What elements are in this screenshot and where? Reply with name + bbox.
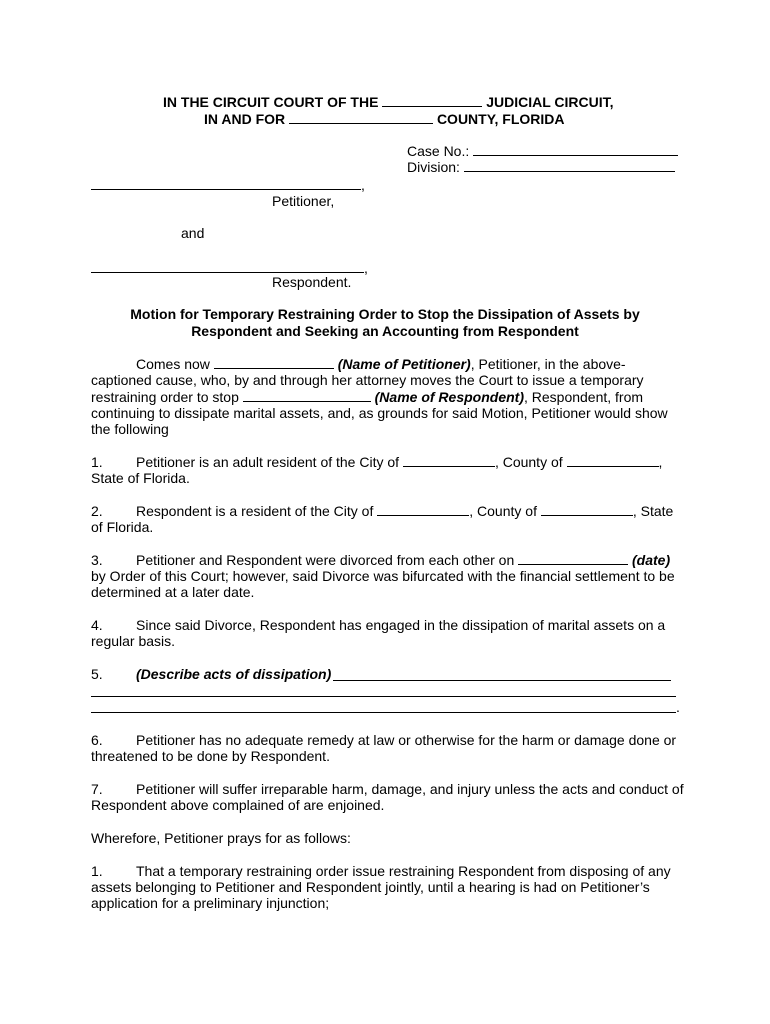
case-number-blank[interactable]: [473, 143, 678, 156]
judicial-circuit-blank[interactable]: [382, 94, 482, 107]
court-header-line-2: [204, 111, 565, 127]
division-label: Division:: [407, 159, 460, 175]
petitioner-name-placeholder: (Name of Petitioner): [337, 356, 471, 372]
petitioner-label: Petitioner,: [272, 193, 335, 209]
item-2-line-1: [91, 503, 673, 519]
intro-text: , Respondent, from: [523, 389, 644, 405]
item-4-line-2: regular basis.: [91, 633, 176, 649]
item-1-line-1: [91, 454, 662, 470]
item-text: Respondent is a resident of the City of: [136, 503, 374, 519]
respondent-name-field[interactable]: [243, 389, 371, 402]
item-number: 1.: [91, 863, 103, 879]
item-3-line-2: by Order of this Court; however, said Divorce was bifurcated with the financial settlement to be: [91, 568, 675, 584]
item-number: 1.: [91, 454, 103, 470]
division-row: [407, 159, 675, 175]
respondent-name-placeholder: (Name of Respondent): [374, 389, 524, 405]
item-number: 7.: [91, 781, 103, 797]
prayer-1-line-3: application for a preliminary injunction;: [91, 895, 330, 911]
court-header-text: IN THE CIRCUIT COURT OF THE: [163, 94, 379, 110]
item-7-line-2: Respondent above complained of are enjoined.: [91, 797, 385, 813]
division-blank[interactable]: [464, 159, 675, 172]
intro-line-4: continuing to dissipate marital assets, and, as grounds for said Motion, Petitioner would show: [91, 405, 668, 421]
item-number: 3.: [91, 552, 103, 568]
motion-title-line-2: Respondent and Seeking an Accounting from Respondent: [191, 323, 579, 339]
respondent-city-field[interactable]: [377, 503, 469, 516]
respondent-county-field[interactable]: [541, 503, 633, 516]
item-text: Petitioner has no adequate remedy at law or otherwise for the harm or damage done or: [136, 732, 677, 748]
court-header-text: COUNTY, FLORIDA: [436, 111, 565, 127]
prayer-1-line-1: [91, 863, 671, 879]
item-4-line-1: [91, 617, 665, 633]
item-1-line-2: State of Florida.: [91, 470, 190, 486]
item-text: Petitioner will suffer irreparable harm, damage, and injury unless the acts and conduct of: [136, 781, 684, 797]
prayer-1-line-2: assets belonging to Petitioner and Respondent jointly, until a hearing is had on Petitioner’s: [91, 879, 650, 895]
respondent-comma: ,: [364, 260, 368, 276]
petitioner-comma: ,: [361, 177, 365, 193]
divorce-date-field[interactable]: [518, 552, 628, 565]
intro-line-3: [91, 389, 643, 405]
petitioner-county-field[interactable]: [567, 454, 659, 467]
court-header-text: JUDICIAL CIRCUIT,: [486, 94, 614, 110]
item-number: 6.: [91, 732, 103, 748]
dissipation-field-line-2[interactable]: [91, 696, 676, 697]
dissipation-field-line-1[interactable]: [333, 680, 671, 681]
item-text: , County of: [494, 454, 563, 470]
item-number: 5.: [91, 666, 103, 682]
item-text: , State: [632, 503, 674, 519]
dissipation-field-line-3[interactable]: [91, 712, 676, 713]
item-6-line-2: threatened to be done by Respondent.: [91, 748, 330, 764]
item-text: , County of: [469, 503, 537, 519]
court-header-text: IN AND FOR: [204, 111, 286, 127]
item-number: 4.: [91, 617, 103, 633]
case-number-label: Case No.:: [407, 143, 470, 159]
dissipation-label: (Describe acts of dissipation): [136, 666, 332, 682]
case-number-row: [407, 143, 678, 159]
item-6-line-1: [91, 732, 676, 748]
item-text: Petitioner is an adult resident of the City of: [136, 454, 400, 470]
petitioner-name-blank[interactable]: [91, 189, 361, 190]
intro-line-5: the following: [91, 421, 169, 437]
item-text: Since said Divorce, Respondent has engaged in the dissipation of marital assets on a: [136, 617, 666, 633]
respondent-label: Respondent.: [272, 274, 352, 290]
intro-line-2: captioned cause, who, by and through her attorney moves the Court to issue a temporary: [91, 372, 644, 388]
intro-text: , Petitioner, in the above-: [470, 356, 626, 372]
item-2-line-2: of Florida.: [91, 519, 154, 535]
item-3-line-3: determined at a later date.: [91, 584, 255, 600]
intro-text: restraining order to stop: [91, 389, 239, 405]
respondent-name-blank[interactable]: [91, 272, 364, 273]
item-text: Petitioner and Respondent were divorced from each other on: [136, 552, 515, 568]
county-blank[interactable]: [289, 111, 433, 124]
item-text: ,: [658, 454, 663, 470]
date-placeholder: (date): [632, 552, 671, 568]
and-text: and: [181, 225, 205, 241]
item-3-line-1: [91, 552, 670, 568]
item-number: 2.: [91, 503, 103, 519]
court-header-line-1: [163, 94, 614, 110]
petitioner-name-field[interactable]: [214, 356, 334, 369]
item-text: That a temporary restraining order issue restraining Respondent from disposing of any: [136, 863, 671, 879]
intro-text: Comes now: [136, 356, 210, 372]
prayer-intro: Wherefore, Petitioner prays for as follows:: [91, 830, 351, 846]
item-7-line-1: [91, 781, 684, 797]
petitioner-city-field[interactable]: [403, 454, 495, 467]
intro-line-1: [136, 356, 626, 372]
dissipation-period: .: [676, 699, 680, 715]
item-5-line-1: [91, 666, 331, 682]
motion-title-line-1: Motion for Temporary Restraining Order to Stop the Dissipation of Assets by: [130, 306, 640, 322]
